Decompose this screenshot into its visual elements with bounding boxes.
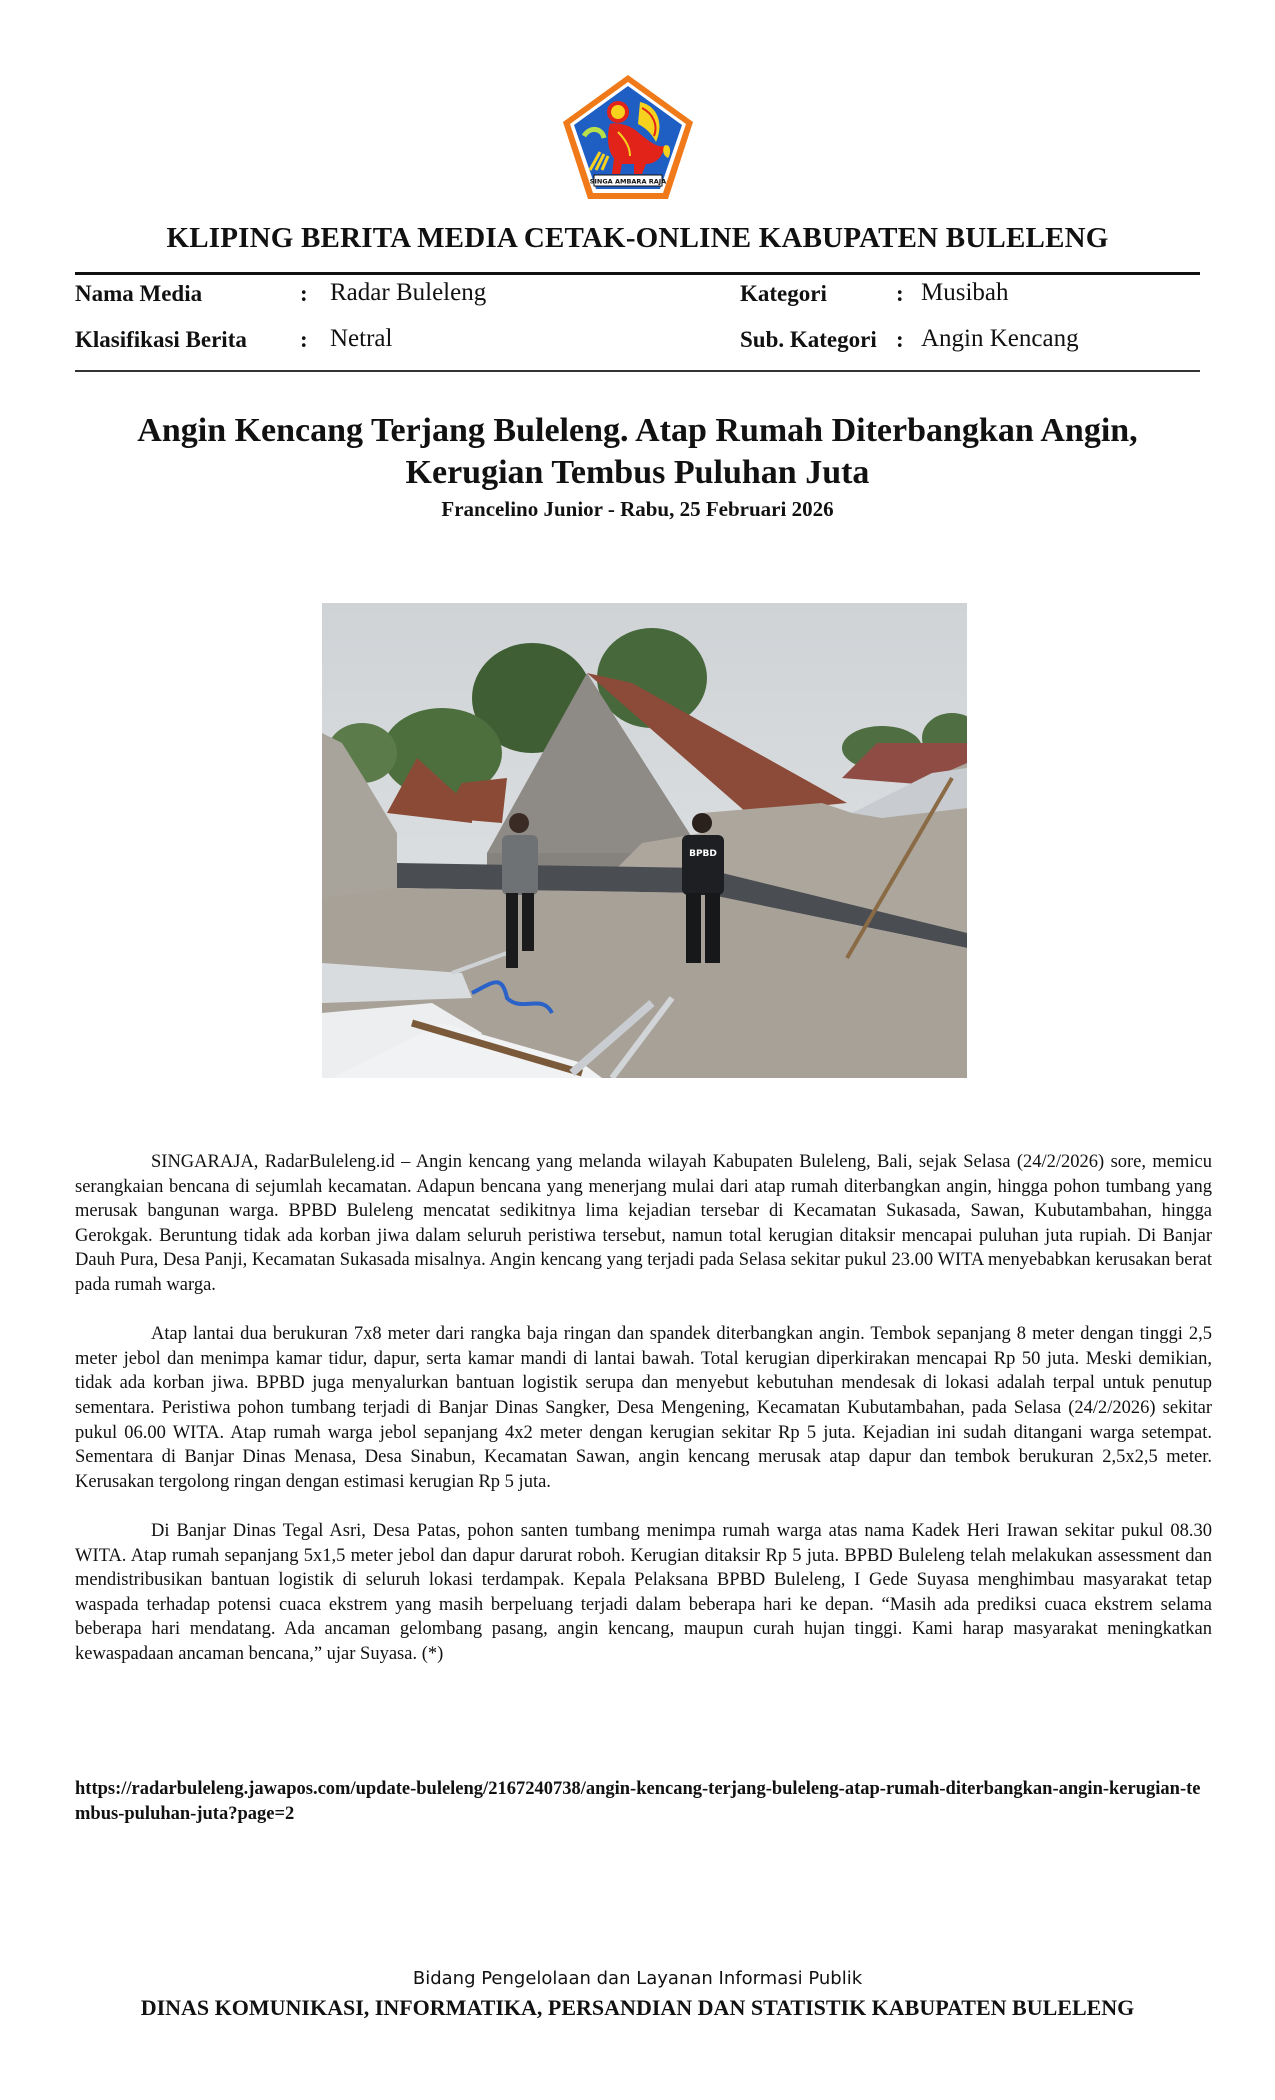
kategori-value: Musibah (921, 279, 1009, 306)
footer-agency: DINAS KOMUNIKASI, INFORMATIKA, PERSANDIAN DAN STATISTIK KABUPATEN BULELENG (140, 1995, 1135, 2020)
photo-person-leg (506, 893, 518, 968)
article-paragraph: SINGARAJA, RadarBuleleng.id – Angin kencang yang melanda wilayah Kabupaten Buleleng, Bali, sejak Selasa (24/2/2026) sore, memicu serangkaian bencana di sejumlah kecamatan. Adapun bencana yang menerjang mulai dari atap rumah diterbangkan angin, hingga pohon tumbang yang merusak bangunan warga. BPBD Buleleng mencatat sedikitnya lima kejadian tersebar di Kecamatan Sukasada, Sawan, Kubutambahan, hingga Gerokgak. Beruntung tidak ada korban jiwa dalam seluruh peristiwa tersebut, namun total kerugian ditaksir mencapai puluhan juta rupiah. Di Banjar Dauh Pura, Desa Panji, Kecamatan Sukasada misalnya. Angin kencang yang terjadi pada Selasa sekitar pukul 23.00 WITA menyebabkan kerusakan berat pada rumah warga. (75, 1152, 1212, 1295)
photo-officer-leg (705, 893, 720, 963)
header-divider-top (75, 272, 1200, 275)
photo-officer-head (692, 813, 712, 833)
kategori-colon: : (896, 281, 904, 306)
article-byline: Francelino Junior - Rabu, 25 Februari 2026 (441, 497, 834, 521)
article-photo (322, 603, 967, 1078)
photo-illustration (322, 603, 967, 1078)
sub-kategori-label: Sub. Kategori (740, 327, 877, 352)
klasifikasi-berita-colon: : (300, 327, 308, 352)
source-url-link[interactable]: https://radarbuleleng.jawapos.com/update-buleleng/2167240738/angin-kencang-terjang-buleleng-atap-rumah-diterbangkan-angin-kerugian-tembus-puluhan-juta?page=2 (75, 1779, 1201, 1824)
nama-media-label: Nama Media (75, 281, 203, 306)
photo-person-grey-shirt (502, 835, 538, 895)
article-paragraph: Di Banjar Dinas Tegal Asri, Desa Patas, pohon santen tumbang menimpa rumah warga atas nama Kadek Heri Irawan sekitar pukul 08.30 WITA. Atap rumah sepanjang 5x1,5 meter jebol dan dapur darurat roboh. Kerugian ditaksir Rp 5 juta. BPBD Buleleng telah melakukan assessment dan mendistribusikan bantuan logistik di seluruh lokasi terdampak. Kepala Pelaksana BPBD Buleleng, I Gede Suyasa menghimbau masyarakat tetap waspada terhadap potensi cuaca ekstrem yang masih berpeluang terjadi dalam beberapa hari ke depan. “Masih ada prediksi cuaca ekstrem selama beberapa hari mendatang. Ada ancaman gelombang pasang, angin kencang, maupun curah hujan tinggi. Kami harap masyarakat meningkatkan kewaspadaan ancaman bencana,” ujar Suyasa. (*) (75, 1520, 1212, 1664)
article-body (75, 1150, 1212, 1691)
photo-shirt-label: BPBD (689, 849, 717, 859)
sub-kategori-value: Angin Kencang (921, 325, 1079, 352)
klasifikasi-berita-label: Klasifikasi Berita (75, 327, 247, 352)
sub-kategori-colon: : (896, 327, 904, 352)
photo-person-head (509, 813, 529, 833)
klasifikasi-berita-value: Netral (330, 325, 393, 352)
photo-officer-shirt (682, 835, 724, 895)
photo-person-leg (522, 893, 534, 951)
photo-officer-leg (686, 893, 701, 963)
kategori-label: Kategori (740, 281, 827, 306)
header-divider-bottom (75, 370, 1200, 372)
emblem-motto: SINGA AMBARA RAJA (589, 177, 667, 186)
article-headline: Angin Kencang Terjang Buleleng. Atap Rumah Diterbangkan Angin, Kerugian Tembus Puluhan Juta (137, 412, 1138, 491)
nama-media-colon: : (300, 281, 308, 306)
article-paragraph: Atap lantai dua berukuran 7x8 meter dari rangka baja ringan dan spandek diterbangkan angin. Tembok sepanjang 8 meter dengan tinggi 2,5 meter jebol dan menimpa kamar tidur, dapur, serta kamar mandi di lantai bawah. Total kerugian diperkirakan mencapai Rp 50 juta. Meski demikian, tidak ada korban jiwa. BPBD juga menyalurkan bantuan logistik serupa dan menyebut kebutuhan mendesak di lokasi adalah terpal untuk penutup sementara. Peristiwa pohon tumbang terjadi di Banjar Dinas Sangker, Desa Mengening, Kecamatan Kubutambahan, pada Selasa (24/2/2026) sekitar pukul 06.00 WITA. Atap rumah warga jebol sepanjang 4x2 meter dengan kerugian sekitar Rp 5 juta. Kejadian ini sudah ditangani warga setempat. Sementara di Banjar Dinas Menasa, Desa Sinabun, Kecamatan Sawan, angin kencang merusak atap dapur dan tembok berukuran 2,5x2,5 meter. Kerusakan tergolong ringan dengan estimasi kerugian Rp 5 juta. (75, 1324, 1212, 1492)
nama-media-value: Radar Buleleng (330, 279, 487, 306)
footer-division: Bidang Pengelolaan dan Layanan Informasi Publik (412, 1968, 863, 1989)
emblem-lion-face (611, 105, 625, 119)
kabupaten-buleleng-emblem-icon (560, 72, 696, 202)
document-title: KLIPING BERITA MEDIA CETAK-ONLINE KABUPATEN BULELENG (166, 222, 1109, 254)
emblem-svg (560, 72, 696, 202)
